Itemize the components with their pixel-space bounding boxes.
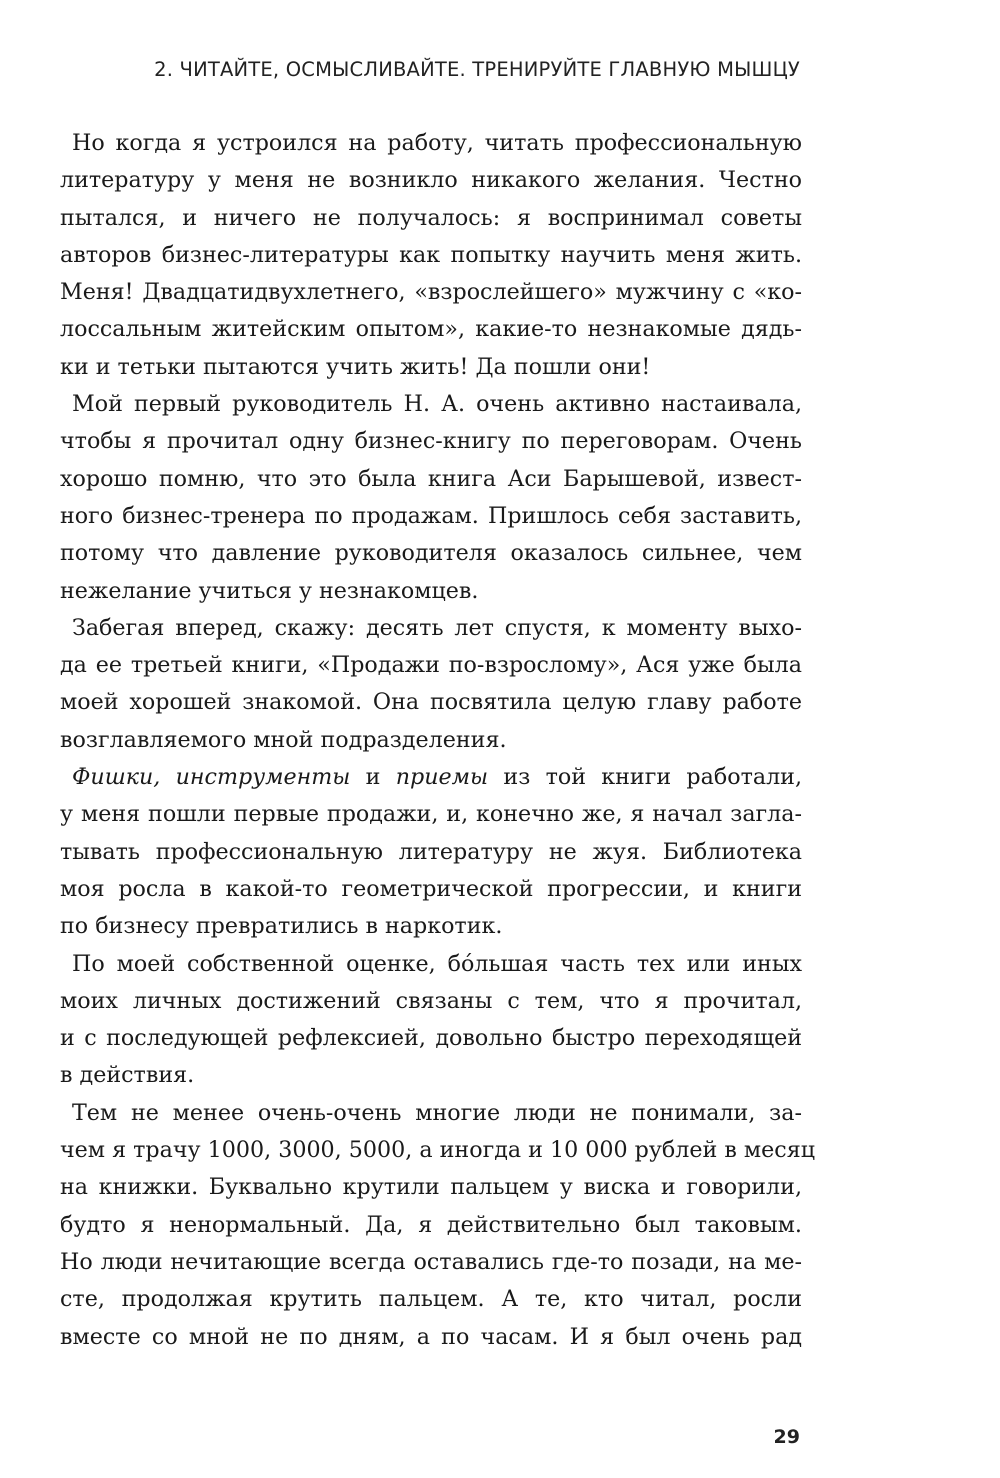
paragraph — [60, 610, 802, 759]
text-line: на книжки. Буквально крутили пальцем у виска и говорили, — [60, 1174, 802, 1201]
running-header: 2. ЧИТАЙТЕ, ОСМЫСЛИВАЙТЕ. ТРЕНИРУЙТЕ ГЛАВНУЮ МЫШЦУ — [154, 58, 800, 81]
text-line: вместе со мной не по дням, а по часам. И я был очень рад — [60, 1323, 802, 1350]
paragraph — [60, 125, 802, 386]
text-line: будто я ненормальный. Да, я действительно был таковым. — [60, 1211, 802, 1238]
text-line — [60, 759, 802, 796]
text-line: Но когда я устроился на работу, читать профессиональную — [72, 130, 802, 156]
text-line: чтобы я прочитал одну бизнес-книгу по переговорам. Очень — [60, 428, 802, 455]
text-line: возглавляемого мной подразделения. — [60, 726, 507, 753]
plain-word: и — [365, 764, 381, 791]
italic-word: инструменты — [175, 764, 351, 791]
italic-word: приемы — [395, 764, 489, 791]
text-line: По моей собственной оценке, бóльшая часть тех или иных — [72, 950, 802, 977]
text-line: тывать профессиональную литературу не жуя. Библиотека — [60, 838, 802, 865]
paragraph — [60, 946, 802, 1095]
text-line: лоссальным житейским опытом», какие-то незнакомые дядь- — [60, 316, 802, 343]
text-line: моей хорошей знакомой. Она посвятила целую главу работе — [60, 689, 802, 716]
text-line: ного бизнес-тренера по продажам. Пришлось себя заставить, — [60, 502, 802, 529]
text-line: чем я трачу 1000, 3000, 5000, а иногда и 10 000 рублей в месяц — [60, 1137, 815, 1164]
text-line: литературу у меня не возникло никакого желания. Честно — [60, 167, 802, 194]
text-line: моих личных достижений связаны с тем, что я прочитал, — [60, 987, 802, 1014]
text-line: потому что давление руководителя оказалось сильнее, чем — [60, 540, 802, 567]
text-line: Мой первый руководитель Н. А. очень активно настаивала, — [72, 391, 802, 418]
text-line: да ее третьей книги, «Продажи по-взрослому», Ася уже была — [60, 652, 802, 679]
text-line: и с последующей рефлексией, довольно быстро переходящей — [60, 1025, 802, 1052]
page-number: 29 — [773, 1426, 800, 1448]
text-line: Забегая вперед, скажу: десять лет спустя, к моменту выхо- — [72, 614, 802, 641]
text-line: по бизнесу превратились в наркотик. — [60, 913, 503, 940]
text-line: в действия. — [60, 1062, 195, 1089]
italic-word: Фишки, — [72, 764, 161, 791]
text-line: пытался, и ничего не получалось: я воспринимал советы — [60, 204, 802, 231]
plain-text: из той книги работали, — [503, 764, 803, 791]
text-line: хорошо помню, что это была книга Аси Барышевой, извест- — [60, 465, 802, 492]
paragraph — [60, 1095, 815, 1356]
body-text — [60, 125, 815, 1356]
text-line: Но люди нечитающие всегда оставались где-то позади, на ме- — [60, 1248, 802, 1275]
paragraph — [60, 386, 802, 610]
text-line: Тем не менее очень-очень многие люди не понимали, за- — [72, 1099, 802, 1126]
text-line: у меня пошли первые продажи, и, конечно же, я начал загла- — [60, 801, 802, 828]
text-line: нежелание учиться у незнакомцев. — [60, 577, 479, 604]
text-line: Меня! Двадцатидвухлетнего, «взрослейшего» мужчину с «ко- — [60, 279, 802, 306]
text-line: моя росла в какой-то геометрической прогрессии, и книги — [60, 875, 802, 902]
text-line: ки и тетьки пытаются учить жить! Да пошли они! — [60, 353, 651, 380]
text-line: сте, продолжая крутить пальцем. А те, кто читал, росли — [60, 1286, 802, 1313]
paragraph — [60, 759, 802, 945]
text-line: авторов бизнес-литературы как попытку научить меня жить. — [60, 241, 802, 268]
